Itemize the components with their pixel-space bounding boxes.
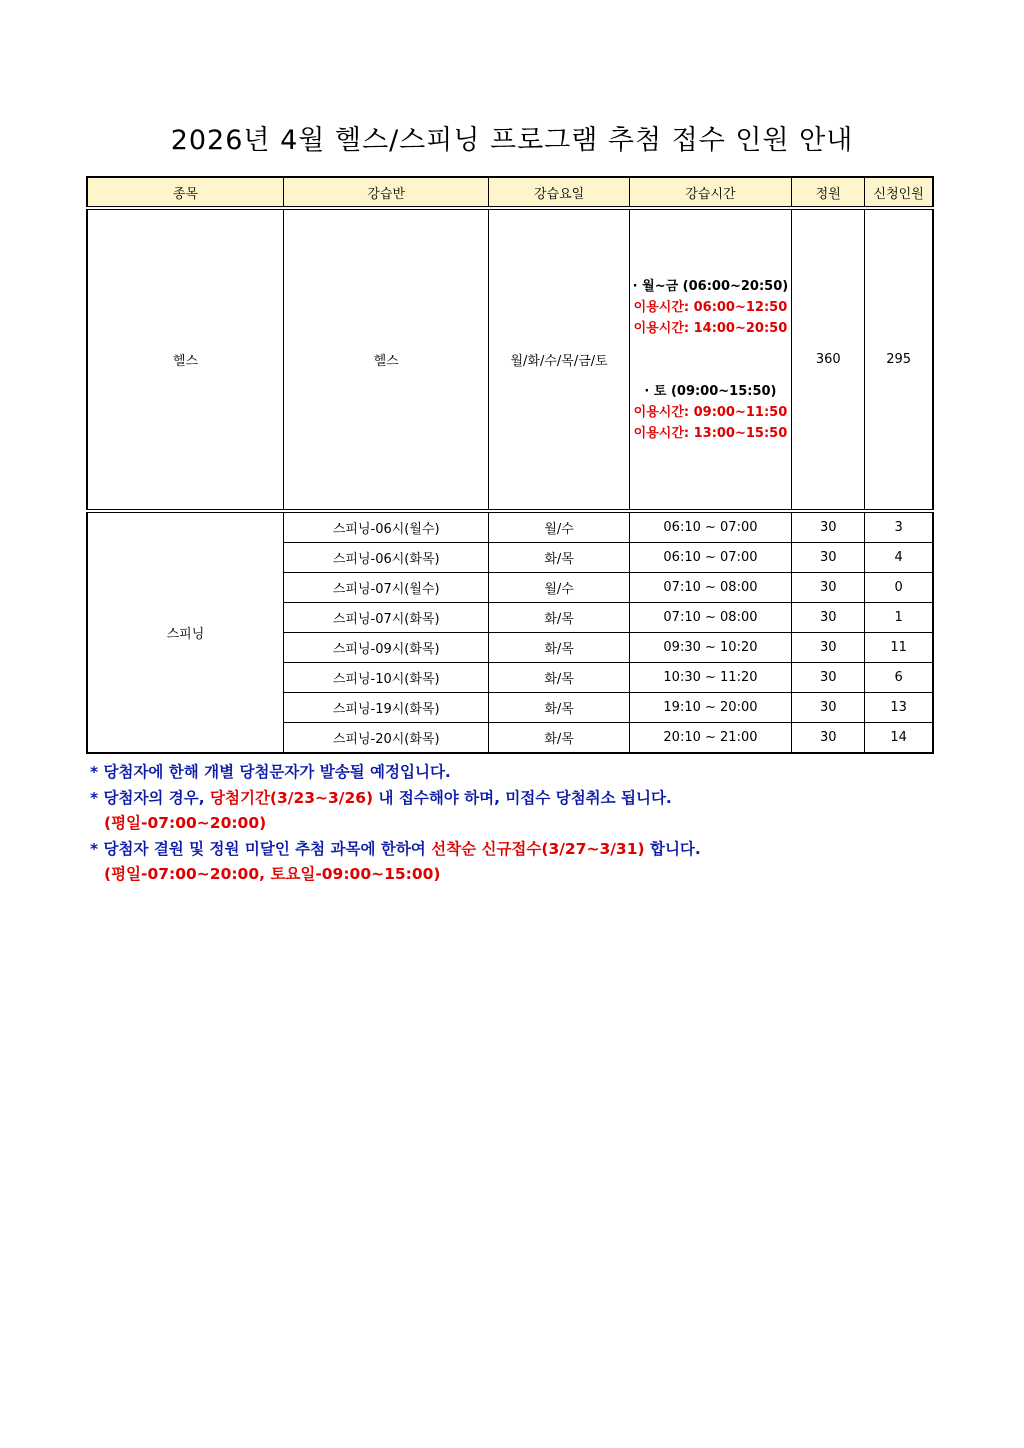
spin-capacity: 30 bbox=[792, 663, 865, 693]
spin-class: 스피닝-07시(화목) bbox=[283, 603, 488, 633]
note3-text-a: * 당첨자 결원 및 정원 미달인 추첨 과목에 한하여 bbox=[90, 839, 432, 858]
note-winner-sms: * 당첨자에 한해 개별 당첨문자가 발송될 예정입니다. bbox=[90, 763, 451, 781]
spin-time: 07:10 ~ 08:00 bbox=[629, 603, 791, 633]
spin-time: 06:10 ~ 07:00 bbox=[629, 543, 791, 573]
spin-days: 월/수 bbox=[489, 511, 629, 543]
weekday-hours: · 월~금 (06:00~20:50) bbox=[632, 278, 789, 294]
spin-capacity: 30 bbox=[792, 511, 865, 543]
spin-applicants: 6 bbox=[865, 663, 933, 693]
spin-applicants: 13 bbox=[865, 693, 933, 723]
spin-days: 화/목 bbox=[489, 723, 629, 754]
spin-class: 스피닝-20시(화목) bbox=[283, 723, 488, 754]
spin-capacity: 30 bbox=[792, 603, 865, 633]
weekday-slot-1: 이용시간: 06:00~12:50 bbox=[633, 299, 788, 315]
page-title: 2026년 4월 헬스/스피닝 프로그램 추첨 접수 인원 안내 bbox=[170, 125, 854, 156]
note2-hours: (평일-07:00~20:00) bbox=[104, 814, 267, 832]
spin-days: 화/목 bbox=[489, 663, 629, 693]
spin-days: 화/목 bbox=[489, 603, 629, 633]
spin-applicants: 14 bbox=[865, 723, 933, 754]
notes-section bbox=[90, 760, 950, 888]
spin-class: 스피닝-06시(월수) bbox=[283, 511, 488, 543]
table-row bbox=[87, 511, 933, 543]
health-applicants: 295 bbox=[865, 208, 933, 511]
saturday-slot-1: 이용시간: 09:00~11:50 bbox=[633, 404, 788, 420]
spin-time: 10:30 ~ 11:20 bbox=[629, 663, 791, 693]
spinning-category: 스피닝 bbox=[87, 511, 283, 753]
spin-time: 09:30 ~ 10:20 bbox=[629, 633, 791, 663]
table-row-health bbox=[87, 208, 933, 511]
note2-period: 당첨기간(3/23~3/26) bbox=[210, 788, 374, 807]
header-category: 종목 bbox=[87, 177, 283, 208]
note-first-come bbox=[90, 837, 950, 863]
table-header-row bbox=[87, 177, 933, 208]
spin-applicants: 0 bbox=[865, 573, 933, 603]
saturday-slot-2: 이용시간: 13:00~15:50 bbox=[633, 425, 788, 441]
spin-time: 07:10 ~ 08:00 bbox=[629, 573, 791, 603]
health-time-cell bbox=[629, 208, 791, 511]
spin-applicants: 4 bbox=[865, 543, 933, 573]
spin-time: 20:10 ~ 21:00 bbox=[629, 723, 791, 754]
health-capacity: 360 bbox=[792, 208, 865, 511]
note-registration-period bbox=[90, 786, 950, 812]
spin-class: 스피닝-19시(화목) bbox=[283, 693, 488, 723]
spin-class: 스피닝-10시(화목) bbox=[283, 663, 488, 693]
header-applicants: 신청인원 bbox=[865, 177, 933, 208]
header-days: 강습요일 bbox=[489, 177, 629, 208]
header-capacity: 정원 bbox=[792, 177, 865, 208]
spin-days: 월/수 bbox=[489, 573, 629, 603]
spin-applicants: 1 bbox=[865, 603, 933, 633]
spin-class: 스피닝-07시(월수) bbox=[283, 573, 488, 603]
spin-time: 06:10 ~ 07:00 bbox=[629, 511, 791, 543]
spin-days: 화/목 bbox=[489, 633, 629, 663]
spin-capacity: 30 bbox=[792, 723, 865, 754]
header-class: 강습반 bbox=[283, 177, 488, 208]
spin-capacity: 30 bbox=[792, 543, 865, 573]
health-days: 월/화/수/목/금/토 bbox=[489, 208, 629, 511]
health-class: 헬스 bbox=[283, 208, 488, 511]
note3-hours: (평일-07:00~20:00, 토요일-09:00~15:00) bbox=[104, 865, 441, 883]
health-category: 헬스 bbox=[87, 208, 283, 511]
spin-capacity: 30 bbox=[792, 573, 865, 603]
spin-time: 19:10 ~ 20:00 bbox=[629, 693, 791, 723]
weekday-slot-2: 이용시간: 14:00~20:50 bbox=[633, 320, 788, 336]
spin-days: 화/목 bbox=[489, 543, 629, 573]
spin-class: 스피닝-06시(화목) bbox=[283, 543, 488, 573]
note2-text-a: * 당첨자의 경우, bbox=[90, 788, 211, 807]
spin-capacity: 30 bbox=[792, 633, 865, 663]
spin-applicants: 3 bbox=[865, 511, 933, 543]
header-time: 강습시간 bbox=[629, 177, 791, 208]
health-time-block bbox=[630, 276, 791, 444]
note2-text-c: 내 접수해야 하며, 미접수 당첨취소 됩니다. bbox=[373, 788, 672, 807]
spin-class: 스피닝-09시(화목) bbox=[283, 633, 488, 663]
spin-applicants: 11 bbox=[865, 633, 933, 663]
note3-text-c: 합니다. bbox=[644, 839, 701, 858]
saturday-hours: · 토 (09:00~15:50) bbox=[644, 383, 777, 399]
spin-capacity: 30 bbox=[792, 693, 865, 723]
schedule-table bbox=[86, 176, 934, 754]
note3-period: 선착순 신규접수(3/27~3/31) bbox=[431, 839, 645, 858]
spin-days: 화/목 bbox=[489, 693, 629, 723]
